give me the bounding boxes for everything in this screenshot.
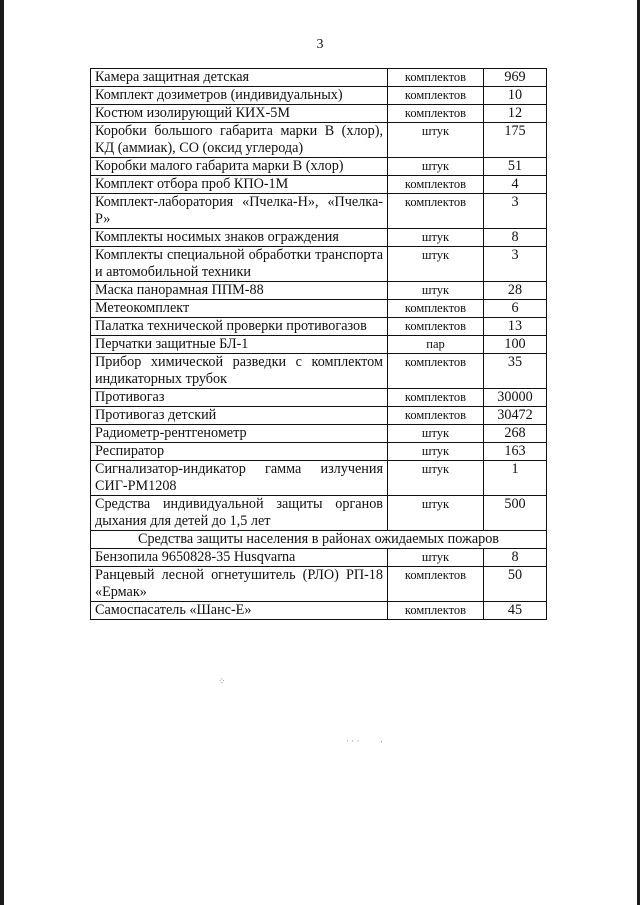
item-unit: комплектов	[388, 354, 484, 389]
section-header-row	[91, 531, 547, 549]
item-quantity: 45	[484, 602, 547, 620]
item-name: Маска панорамная ППМ-88	[91, 282, 388, 300]
table-row	[91, 461, 547, 496]
item-quantity: 6	[484, 300, 547, 318]
item-unit: комплектов	[388, 389, 484, 407]
item-unit: комплектов	[388, 194, 484, 229]
table-row	[91, 496, 547, 531]
page-number: 3	[316, 37, 324, 52]
table-row	[91, 247, 547, 282]
item-name: Комплект-лаборатория «Пчелка-Н», «Пчелка-Р»	[91, 194, 388, 229]
item-quantity: 3	[484, 194, 547, 229]
table-row	[91, 87, 547, 105]
item-quantity: 175	[484, 123, 547, 158]
item-name: Сигнализатор-индикатор гамма излучения СИГ-РМ1208	[91, 461, 388, 496]
item-unit: комплектов	[388, 318, 484, 336]
table-row	[91, 300, 547, 318]
table-row	[91, 69, 547, 87]
table-row	[91, 443, 547, 461]
table-row	[91, 567, 547, 602]
table-row	[91, 229, 547, 247]
item-quantity: 163	[484, 443, 547, 461]
item-name: Комплекты специальной обработки транспорта и автомобильной техники	[91, 247, 388, 282]
scan-edge-left	[0, 0, 4, 905]
table-row	[91, 354, 547, 389]
item-quantity: 10	[484, 87, 547, 105]
item-name: Радиометр-рентгенометр	[91, 425, 388, 443]
item-name: Перчатки защитные БЛ-1	[91, 336, 388, 354]
item-unit: штук	[388, 496, 484, 531]
item-name: Противогаз	[91, 389, 388, 407]
table-row	[91, 282, 547, 300]
item-quantity: 3	[484, 247, 547, 282]
item-quantity: 4	[484, 176, 547, 194]
item-quantity: 8	[484, 549, 547, 567]
item-unit: штук	[388, 123, 484, 158]
item-name: Комплект отбора проб КПО-1М	[91, 176, 388, 194]
item-name: Бензопила 9650828-35 Husqvarna	[91, 549, 388, 567]
item-quantity: 50	[484, 567, 547, 602]
item-name: Коробки малого габарита марки В (хлор)	[91, 158, 388, 176]
table-row	[91, 407, 547, 425]
item-unit: штук	[388, 425, 484, 443]
item-name: Палатка технической проверки противогазов	[91, 318, 388, 336]
table-row	[91, 389, 547, 407]
item-quantity: 35	[484, 354, 547, 389]
item-quantity: 268	[484, 425, 547, 443]
item-unit: комплектов	[388, 602, 484, 620]
item-name: Камера защитная детская	[91, 69, 388, 87]
item-name: Ранцевый лесной огнетушитель (РЛО) РП-18 «Ермак»	[91, 567, 388, 602]
equipment-table	[90, 68, 547, 620]
item-quantity: 1	[484, 461, 547, 496]
item-quantity: 100	[484, 336, 547, 354]
item-unit: штук	[388, 247, 484, 282]
item-quantity: 13	[484, 318, 547, 336]
item-unit: штук	[388, 229, 484, 247]
item-name: Коробки большого габарита марки В (хлор), КД (аммиак), СО (оксид углерода)	[91, 123, 388, 158]
item-unit: штук	[388, 549, 484, 567]
item-unit: комплектов	[388, 567, 484, 602]
table-row	[91, 425, 547, 443]
table-row	[91, 158, 547, 176]
item-unit: комплектов	[388, 176, 484, 194]
table-row	[91, 176, 547, 194]
item-name: Метеокомплект	[91, 300, 388, 318]
table-row	[91, 318, 547, 336]
table-row	[91, 602, 547, 620]
item-unit: комплектов	[388, 300, 484, 318]
table-row	[91, 105, 547, 123]
item-unit: штук	[388, 443, 484, 461]
item-name: Комплекты носимых знаков ограждения	[91, 229, 388, 247]
item-unit: штук	[388, 461, 484, 496]
item-quantity: 28	[484, 282, 547, 300]
item-unit: штук	[388, 158, 484, 176]
item-name: Костюм изолирующий КИХ-5М	[91, 105, 388, 123]
item-quantity: 8	[484, 229, 547, 247]
item-quantity: 969	[484, 69, 547, 87]
scan-artifact: ⁘	[218, 676, 226, 686]
item-quantity: 30472	[484, 407, 547, 425]
item-unit: комплектов	[388, 407, 484, 425]
item-name: Самоспасатель «Шанс-Е»	[91, 602, 388, 620]
item-quantity: 30000	[484, 389, 547, 407]
item-name: Прибор химической разведки с комплектом индикаторных трубок	[91, 354, 388, 389]
section-title: Средства защиты населения в районах ожидаемых пожаров	[91, 531, 547, 549]
scan-artifact: ‧	[380, 737, 383, 747]
item-unit: штук	[388, 282, 484, 300]
table-row	[91, 549, 547, 567]
item-quantity: 12	[484, 105, 547, 123]
item-name: Респиратор	[91, 443, 388, 461]
table-row	[91, 123, 547, 158]
item-name: Противогаз детский	[91, 407, 388, 425]
scan-artifact: · · ·	[346, 736, 360, 746]
item-name: Комплект дозиметров (индивидуальных)	[91, 87, 388, 105]
item-unit: комплектов	[388, 87, 484, 105]
item-quantity: 51	[484, 158, 547, 176]
item-unit: комплектов	[388, 69, 484, 87]
table-row	[91, 336, 547, 354]
table-row	[91, 194, 547, 229]
item-unit: комплектов	[388, 105, 484, 123]
item-quantity: 500	[484, 496, 547, 531]
item-name: Средства индивидуальной защиты органов дыхания для детей до 1,5 лет	[91, 496, 388, 531]
item-unit: пар	[388, 336, 484, 354]
